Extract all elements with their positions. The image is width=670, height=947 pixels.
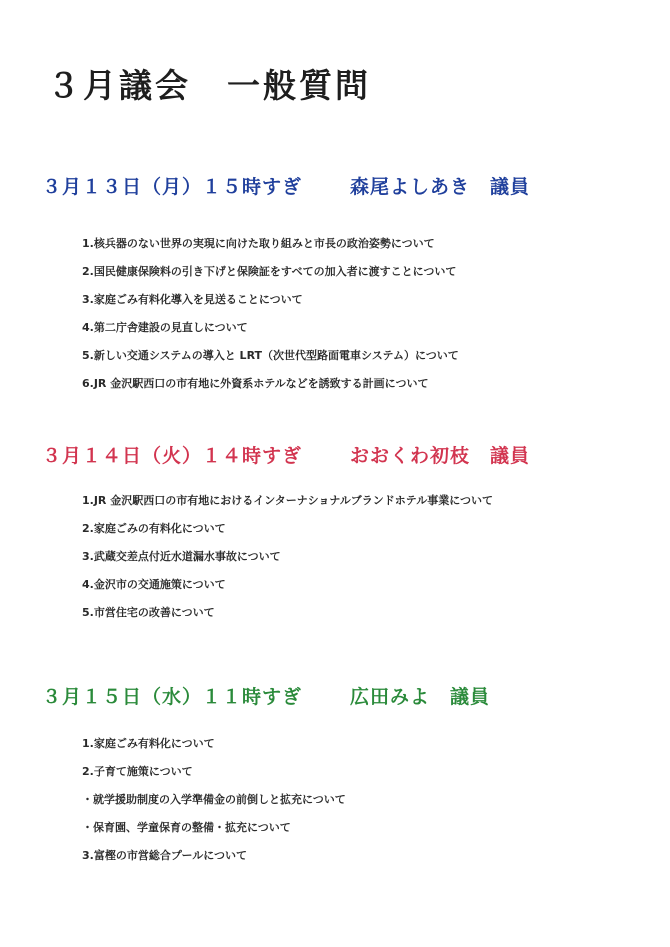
council-member: おおくわ初枝 議員 [350, 445, 531, 467]
question-item: 3.家庭ごみ有料化導入を見送ることについて [82, 293, 303, 306]
section-heading [42, 441, 530, 468]
question-item: 4.金沢市の交通施策について [82, 578, 226, 591]
question-item: 5.新しい交通システムの導入と LRT（次世代型路面電車システム）について [82, 349, 459, 362]
question-item: 2.家庭ごみの有料化について [82, 522, 226, 535]
question-list [82, 492, 493, 632]
question-item: 3.武蔵交差点付近水道漏水事故について [82, 550, 281, 563]
page-title: ３月議会 一般質問 [47, 66, 371, 105]
question-item: 1.核兵器のない世界の実現に向けた取り組みと市長の政治姿勢について [82, 237, 435, 250]
session-date: ３月１３日（月）１５時すぎ [42, 176, 303, 198]
question-item: 1.JR 金沢駅西口の市有地におけるインターナショナルブランドホテル事業について [82, 494, 494, 507]
question-item: ・保育園、学童保育の整備・拡充について [82, 821, 291, 834]
question-item: 3.富樫の市営総合プールについて [82, 849, 248, 862]
question-item: ・就学援助制度の入学準備金の前倒しと拡充について [82, 793, 346, 806]
section-heading [42, 172, 530, 199]
question-list [82, 235, 459, 403]
session-date: ３月１４日（火）１４時すぎ [42, 445, 303, 467]
session-date: ３月１５日（水）１１時すぎ [42, 686, 303, 708]
question-item: 5.市営住宅の改善について [82, 606, 215, 619]
question-item: 1.家庭ごみ有料化について [82, 737, 215, 750]
council-member: 森尾よしあき 議員 [350, 176, 531, 198]
question-item: 4.第二庁舎建設の見直しについて [82, 321, 248, 334]
council-member: 広田みよ 議員 [350, 686, 491, 708]
section-heading [42, 682, 490, 709]
question-item: 6.JR 金沢駅西口の市有地に外資系ホテルなどを誘致する計画について [82, 377, 429, 390]
question-item: 2.子育て施策について [82, 765, 193, 778]
question-item: 2.国民健康保険料の引き下げと保険証をすべての加入者に渡すことについて [82, 265, 457, 278]
question-list [82, 735, 346, 875]
